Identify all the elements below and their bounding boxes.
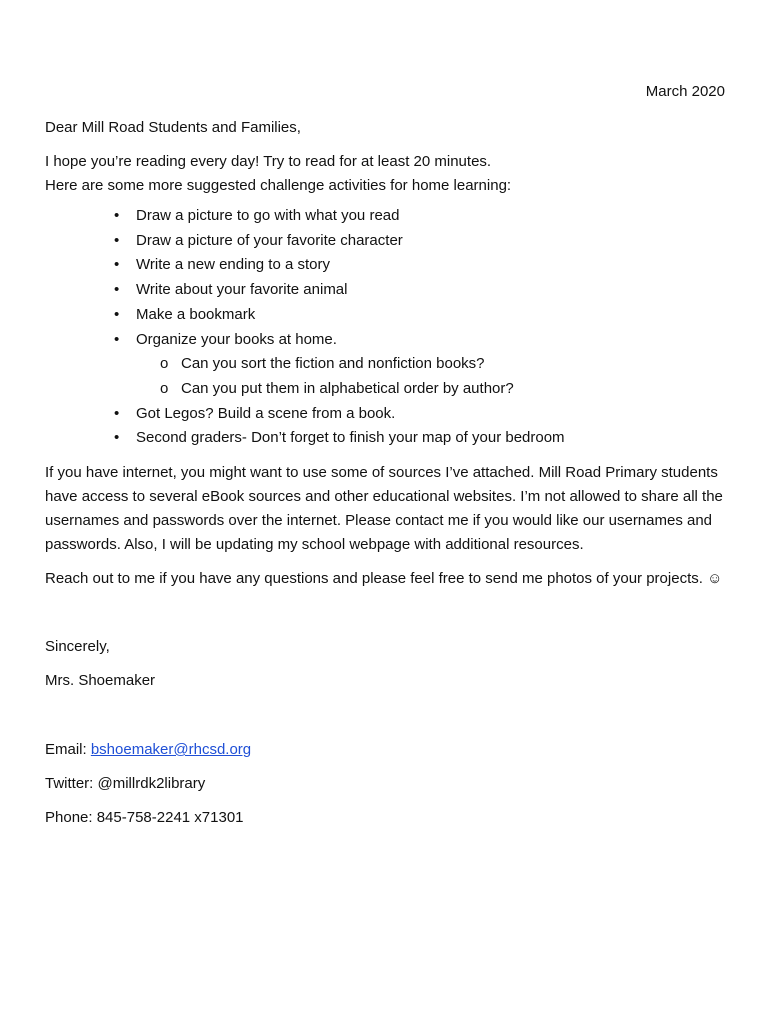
twitter-line: Twitter: @millrdk2library — [45, 775, 206, 793]
list-item-label: Organize your books at home. — [136, 330, 337, 348]
email-label: Email: — [45, 741, 91, 759]
list-item: • Write a new ending to a story — [45, 253, 735, 278]
list-item: • Second graders- Don’t forget to finish your map of your bedroom — [45, 426, 735, 451]
phone-line: Phone: 845-758-2241 x71301 — [45, 809, 244, 827]
letter-date: March 2020 — [645, 83, 725, 100]
paragraph-reach-out: Reach out to me if you have any questions and please feel free to send me photos of your projects. ☺ — [45, 570, 723, 588]
letter-body — [45, 116, 735, 830]
email-line — [45, 738, 735, 762]
signature: Mrs. Shoemaker — [45, 672, 156, 690]
intro-line-2: Here are some more suggested challenge activities for home learning: — [45, 177, 512, 194]
list-item: • Write about your favorite animal — [45, 278, 735, 303]
list-item: • Draw a picture of your favorite character — [45, 229, 735, 254]
paragraph-internet: If you have internet, you might want to use some of sources I’ve attached. Mill Road Primary students have access to several eBook sources and other educational websites. I’m not allowed to share all the usernames and passwords over the internet. Please contact me if you would like our usernames and passwords. Also, I will be updating my school webpage with additional resources. — [45, 464, 723, 554]
greeting: Dear Mill Road Students and Families, — [45, 119, 301, 136]
sub-activity-list — [136, 352, 735, 401]
contact-block — [45, 738, 735, 830]
sub-list-item: o Can you sort the fiction and nonfiction books? — [136, 352, 735, 377]
sub-list-item: o Can you put them in alphabetical order by author? — [136, 377, 735, 402]
closing: Sincerely, — [45, 638, 110, 656]
list-item: • Draw a picture to go with what you read — [45, 204, 735, 229]
intro-line-1: I hope you’re reading every day! Try to read for at least 20 minutes. — [45, 153, 492, 170]
list-item: • Got Legos? Build a scene from a book. — [45, 402, 735, 427]
list-item: • Make a bookmark — [45, 303, 735, 328]
email-link[interactable]: bshoemaker@rhcsd.org — [90, 741, 252, 759]
list-item-organize — [45, 328, 735, 402]
activity-list — [45, 204, 735, 451]
